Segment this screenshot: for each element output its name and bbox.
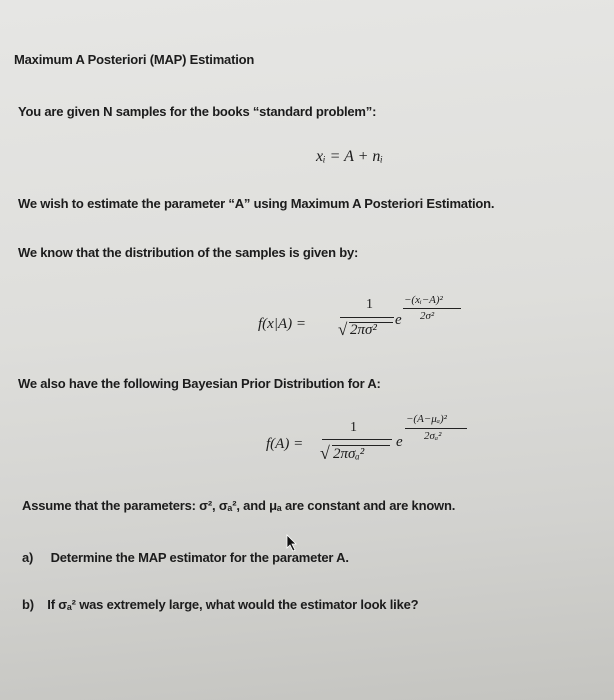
likelihood-numerator: 1 xyxy=(366,297,373,312)
likelihood-exponent-denominator: 2σ² xyxy=(420,310,435,322)
likelihood-denominator: 2πσ² xyxy=(350,322,377,338)
prior-exp-base: e xyxy=(396,434,403,450)
question-text: If σₐ² was extremely large, what would the estimator look like? xyxy=(47,597,419,612)
mouse-cursor-icon xyxy=(286,534,298,552)
wish-text: We wish to estimate the parameter “A” using Maximum A Posteriori Estimation. xyxy=(18,196,495,211)
question-a xyxy=(22,550,349,565)
sqrt-symbol: √ xyxy=(338,320,348,339)
likelihood-fraction-bar xyxy=(340,317,394,318)
question-b xyxy=(22,597,418,612)
question-label: b) xyxy=(22,597,34,612)
prior-fraction-bar xyxy=(322,439,392,440)
question-text: Determine the MAP estimator for the parameter A. xyxy=(50,550,349,565)
prior-lhs: f(A) = xyxy=(266,436,304,452)
likelihood-exponent-numerator: −(xᵢ−A)² xyxy=(404,294,443,306)
model-equation: xᵢ = A + nᵢ xyxy=(316,148,383,165)
assume-text: Assume that the parameters: σ², σₐ², and μₐ are constant and are known. xyxy=(22,498,456,513)
prior-exponent-denominator: 2σₐ² xyxy=(424,430,442,442)
prior-exponent-numerator: −(A−μₐ)² xyxy=(406,413,447,425)
prior-exponent-bar xyxy=(405,428,467,429)
intro-text: You are given N samples for the books “standard problem”: xyxy=(18,104,377,119)
doc-title: Maximum A Posteriori (MAP) Estimation xyxy=(14,52,255,67)
likelihood-exponent-bar xyxy=(403,308,461,309)
prior-intro-text: We also have the following Bayesian Prior Distribution for A: xyxy=(18,376,381,391)
prior-denominator: 2πσₐ² xyxy=(333,446,365,462)
likelihood-lhs: f(x|A) = xyxy=(258,316,306,332)
question-label: a) xyxy=(22,550,34,565)
know-text: We know that the distribution of the samples is given by: xyxy=(18,245,359,260)
likelihood-exp-base: e xyxy=(395,312,402,328)
prior-numerator: 1 xyxy=(350,420,357,435)
sqrt-symbol: √ xyxy=(320,443,330,463)
